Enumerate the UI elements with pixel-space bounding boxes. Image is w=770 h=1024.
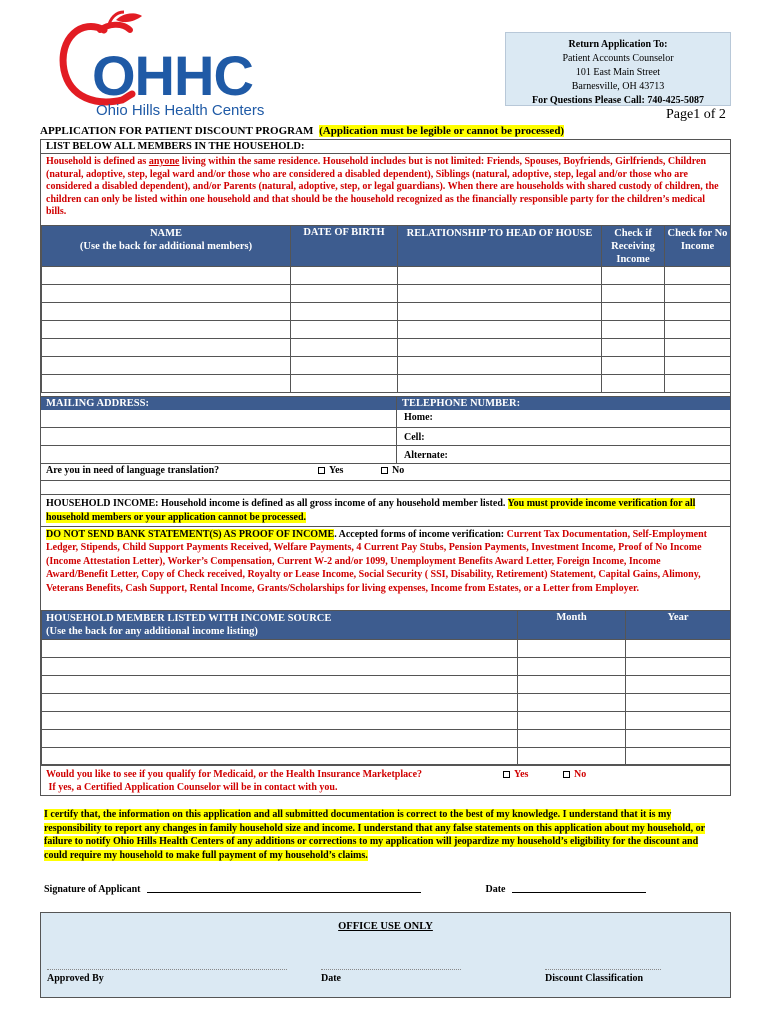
- income-table: [41, 610, 731, 766]
- col-receiving-income: Check if Receiving Income: [602, 226, 665, 267]
- logo-name: Ohio Hills Health Centers: [96, 102, 265, 119]
- cell-phone-field[interactable]: Cell:: [397, 428, 730, 446]
- table-row[interactable]: [42, 748, 731, 766]
- home-phone-field[interactable]: Home:: [397, 410, 730, 428]
- certification-text: I certify that, the information on this application and all submitted documentation is correct to the best of my knowledge. I understand that it is my responsibility to report any changes in family household size and income. I understand that any false statements on this application about my household, or failure to notify Ohio Hills Health Centers of any additions or corrections to my application will jeopardize my household’s eligibility for the discount and could require my household to make full payment of my household’s claims.: [44, 809, 706, 861]
- col-year: Year: [626, 611, 731, 640]
- table-row[interactable]: [42, 694, 731, 712]
- medicaid-yes[interactable]: Yes: [503, 769, 528, 780]
- def-rest: living within the same residence. Household includes but is not limited: Friends, Spouses, Boyfriends, Girlfriends, Children (natural, adoptive, step, legal ward and/or those who are considered a disabled dependent), Siblings (natural, adoptive, step, legal and/or those who are considered a disabled dependent), and/or Parents (natural, adoptive, step, or legal guardians). When there are households with shared custody of children, the children can only be listed within one household and that should be the household recognized as the financially responsible party for the children’s medical bills.: [46, 156, 719, 218]
- mailing-line-3[interactable]: [41, 446, 397, 464]
- income-definition: HOUSEHOLD INCOME: Household income is defined as all gross income of any household member listed. You must provide income verification for all household members or your application cannot be processed.: [41, 495, 730, 527]
- table-row[interactable]: [42, 321, 731, 339]
- translation-question: Are you in need of language translation?: [46, 465, 220, 476]
- medicaid-question: Would you like to see if you qualify for Medicaid, or the Health Insurance Marketplace?: [46, 769, 423, 780]
- table-row[interactable]: [42, 730, 731, 748]
- translation-no[interactable]: No: [381, 465, 404, 476]
- checkbox-icon[interactable]: [563, 771, 570, 778]
- return-line1: Patient Accounts Counselor: [562, 53, 674, 64]
- medicaid-note: If yes, a Certified Application Counselor will be in contact with you.: [46, 782, 338, 793]
- table-row[interactable]: [42, 640, 731, 658]
- col-relationship: RELATIONSHIP TO HEAD OF HOUSE: [398, 226, 602, 267]
- office-date-label: Date: [321, 973, 341, 984]
- approved-line[interactable]: [47, 969, 287, 970]
- title-note: (Application must be legible or cannot be processed): [319, 125, 565, 137]
- return-questions: For Questions Please Call: 740-425-5087: [531, 95, 705, 106]
- telephone-label: TELEPHONE NUMBER:: [397, 397, 730, 410]
- office-title: OFFICE USE ONLY: [338, 921, 433, 932]
- table-row[interactable]: [42, 339, 731, 357]
- contact-section: [40, 396, 731, 481]
- signature-label: Signature of Applicant: [44, 884, 141, 895]
- mailing-line-2[interactable]: [41, 428, 397, 446]
- return-line2: 101 East Main Street: [575, 67, 661, 78]
- def-anyone: anyone: [148, 156, 180, 167]
- return-address-box: [505, 32, 731, 106]
- table-row[interactable]: [42, 357, 731, 375]
- table-row[interactable]: [42, 676, 731, 694]
- logo: [52, 8, 272, 120]
- translation-yes[interactable]: Yes: [318, 465, 343, 476]
- income-section: [40, 494, 731, 765]
- logo-mark: OHHC: [92, 44, 253, 107]
- signature-row: [44, 884, 684, 895]
- office-date-line[interactable]: [321, 969, 461, 970]
- col-no-income: Check for No Income: [665, 226, 731, 267]
- household-definition: [41, 154, 730, 225]
- medicaid-section: [40, 764, 731, 796]
- table-row[interactable]: [42, 267, 731, 285]
- household-table: [41, 225, 731, 393]
- mailing-address-label: MAILING ADDRESS:: [41, 397, 397, 410]
- table-row[interactable]: [42, 658, 731, 676]
- signature-date-label: Date: [485, 884, 506, 895]
- medicaid-no[interactable]: No: [563, 769, 586, 780]
- def-prefix: Household is defined as: [46, 156, 149, 167]
- alternate-phone-field[interactable]: Alternate:: [397, 446, 730, 464]
- household-section: [40, 139, 731, 398]
- discount-label: Discount Classification: [545, 973, 644, 984]
- table-row[interactable]: [42, 303, 731, 321]
- table-row[interactable]: [42, 712, 731, 730]
- return-line3: Barnesville, OH 43713: [571, 81, 665, 92]
- col-member-income: HOUSEHOLD MEMBER LISTED WITH INCOME SOURCE (Use the back for any additional income listing): [42, 611, 518, 640]
- household-heading: LIST BELOW ALL MEMBERS IN THE HOUSEHOLD:: [41, 140, 730, 154]
- income-verification: DO NOT SEND BANK STATEMENT(S) AS PROOF OF INCOME. Accepted forms of income verification: Current Tax Documentation, Self-Employment Ledger, Stipends, Child Support Payments Received, Welfare Payments, 4 Current Pay Stubs, Pension Payments, Investment Income, Proof of No Income (Income Attestation Letter), Worker’s Compensation, Current W-2 and/or 1099, Unemployment Benefits Award Letter, Foreign Income, Income Award/Benefit Letter, Copy of Check received, Royalty or Lease Income, Social Security ( SSI, Disability, Retirement) Statement, Capital Gains, Alimony, Veterans Benefits, Cash Support, Rental Income, Grants/Scholarships for living expenses, Income from Estates, or a Letter from Employer.: [46, 529, 708, 594]
- checkbox-icon[interactable]: [503, 771, 510, 778]
- col-dob: DATE OF BIRTH: [291, 226, 398, 267]
- discount-line[interactable]: [545, 969, 661, 970]
- mailing-line-1[interactable]: [41, 410, 397, 428]
- checkbox-icon[interactable]: [318, 467, 325, 474]
- page-number: Page1 of 2: [666, 107, 726, 122]
- signature-line[interactable]: [147, 892, 421, 893]
- col-month: Month: [518, 611, 626, 640]
- title-text: APPLICATION FOR PATIENT DISCOUNT PROGRAM: [40, 125, 314, 137]
- table-row[interactable]: [42, 285, 731, 303]
- signature-date-line[interactable]: [512, 892, 646, 893]
- approved-label: Approved By: [47, 973, 104, 984]
- return-title: Return Application To:: [568, 39, 668, 50]
- checkbox-icon[interactable]: [381, 467, 388, 474]
- office-use-box: [40, 912, 731, 998]
- spacer-row: [40, 480, 731, 495]
- page-title: [40, 125, 564, 137]
- table-row[interactable]: [42, 375, 731, 393]
- col-name: NAME (Use the back for additional members): [42, 226, 291, 267]
